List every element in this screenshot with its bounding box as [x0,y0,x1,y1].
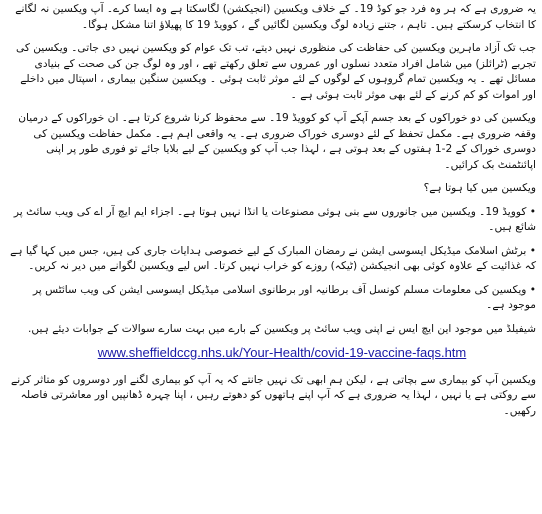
paragraph-two-doses: ویکسین کی دو خوراکوں کے بعد جسم آپکے آپ کو کوویڈ 19۔ سے محفوظ کرنا شروع کرتا ہے۔ ان خوراکوں کے درمیان وقفہ ضروری ہے۔ مکمل تحفظ کے لئے دوسری خوراک ضروری ہے۔ یہ واقعی اہم ہے۔ مکمل حفاظت ویکسین کی دوسری خوراک کے 2-1 ہفتوں کے بعد ہوتی ہے ، لہذا جب آپ کو ویکسین کے لیے بلایا جائے تو فوری طور پر اپنی اپائنٹمنٹ بک کرائیں۔ [18,112,536,171]
paragraph-vaccine-importance: یہ ضروری ہے کہ ہر وہ فرد جو کوڈ 19۔ کے خلاف ویکسین (انجیکشن) لگاسکتا ہے وہ ایسا کرے۔ آپ ویکسین نہ لگانے کا انتخاب کرسکتے ہیں۔ تاہم ، جتنے زیادہ لوگ ویکسین لگائیں گے ، کوویڈ 19 کا پھیلاؤ اتنا مشکل ہوگا۔ [15,3,536,31]
faq-link[interactable]: www.sheffieldccg.nhs.uk/Your-Health/covid-19-vaccine-faqs.htm [97,345,467,360]
paragraph-nhs-sheffield-faq: شیفیلڈ میں موجود این ایچ ایس نے اپنی ویب سائٹ پر ویکسین کے بارے میں بہت سارے سوالات کے جوابات دیئے ہیں. [28,322,536,335]
paragraph-hygiene-advice: ویکسین آپ کو بیماری سے بچاتی ہے ، لیکن ہم ابھی تک نہیں جانتے کہ یہ آپ کو بیماری لگنے اور دوسروں کو متاثر کرنے سے روکتی ہے یا نہیں ، لہذا یہ ضروری ہے کہ آپ اپنے ہاتھوں کو دھوتے رہیں ، اپنا چہرہ ڈھانپیں اور معاشرتی فاصلہ رکھیں۔ [11,373,536,417]
paragraph-vaccine-safety: جب تک آزاد ماہرین ویکسین کی حفاظت کی منظوری نہیں دیتے، تب تک عوام کو ویکسین نہیں دی جاتی۔ ویکسین کی تجربے (ٹرائلز) میں شامل افراد متعدد نسلوں اور عمروں سے تعلق رکھتے تھے ، اور وہ لوگ جن کی صحت کے بنیادی مسائل تھے ۔ یہ ویکسین تمام گروہوں کے لوگوں کے لئے موثر ثابت ہوئی ۔ ویکسین سنگین بیماری ، اسپتال میں داخلے اور اموات کو کم کرنے کے لئے بھی موثر ثابت ہوئی ہے ۔ [15,42,536,101]
bullet-information-sources: • ویکسین کی معلومات مسلم کونسل آف برطانیہ اور برطانوی اسلامی میڈیکل ایسوسی ایشن کی ویب سائٹس پر موجود ہے۔ [32,283,536,311]
bullet-ramadan-guidance: • برٹش اسلامک میڈیکل ایسوسی ایشن نے رمضان المبارک کے لیے خصوصی ہدایات جاری کی ہیں، جس میں کہا گیا ہے کہ غذائیت کے علاوہ کوئی بھی انجیکشن (ٹیکہ) روزے کو خراب نہیں کرتا۔ اس لیے ویکسین لگوانے میں دیر نہ کریں۔ [10,244,536,272]
heading-vaccine-contents: ویکسین میں کیا ہوتا ہے؟ [423,182,536,194]
bullet-ingredients: • کوویڈ 19۔ ویکسین میں جانوروں سے بنی ہوئی مصنوعات یا انڈا نہیں ہوتا ہے۔ اجزاء ایم ایچ آر اے کی ویب سائٹ پر شائع ہیں۔ [13,205,536,233]
